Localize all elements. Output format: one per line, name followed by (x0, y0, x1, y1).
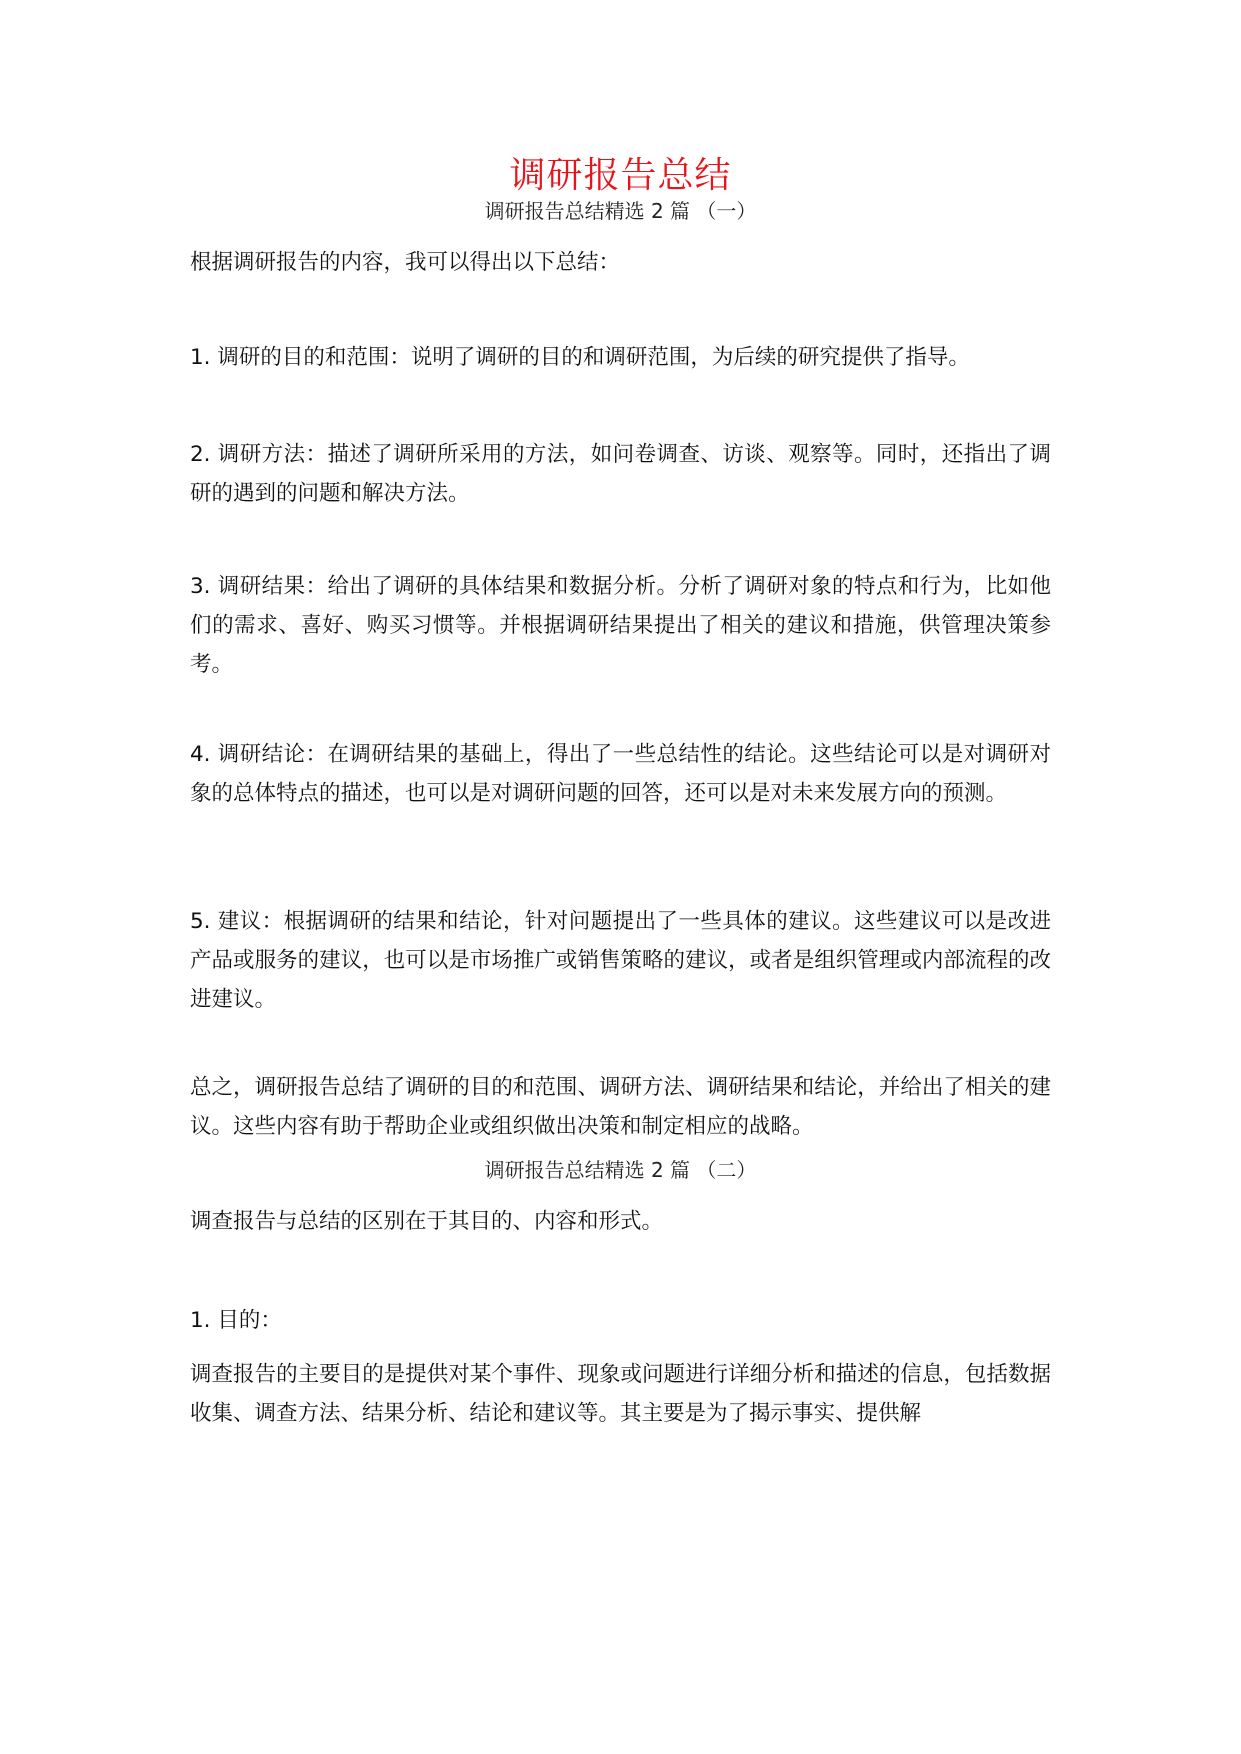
paragraph: 3. 调研结果：给出了调研的具体结果和数据分析。分析了调研对象的特点和行为，比如他们的需求、喜好、购买习惯等。并根据调研结果提出了相关的建议和措施，供管理决策参考。 (190, 574, 1051, 677)
section-heading-1: 调研报告总结精选 2 篇 （一） (484, 199, 757, 223)
paragraph: 1. 调研的目的和范围：说明了调研的目的和调研范围，为后续的研究提供了指导。 (190, 345, 970, 370)
document-title: 调研报告总结 (509, 155, 732, 196)
paragraph: 调查报告与总结的区别在于其目的、内容和形式。 (190, 1209, 664, 1234)
paragraph: 总之，调研报告总结了调研的目的和范围、调研方法、调研结果和结论，并给出了相关的建议。这些内容有助于帮助企业或组织做出决策和制定相应的战略。 (190, 1075, 1051, 1139)
paragraph: 4. 调研结论：在调研结果的基础上，得出了一些总结性的结论。这些结论可以是对调研对象的总体特点的描述，也可以是对调研问题的回答，还可以是对未来发展方向的预测。 (190, 742, 1051, 806)
paragraph: 调查报告的主要目的是提供对某个事件、现象或问题进行详细分析和描述的信息，包括数据收集、调查方法、结果分析、结论和建议等。其主要是为了揭示事实、提供解 (190, 1362, 1051, 1426)
paragraph: 1. 目的： (190, 1308, 282, 1333)
paragraph: 2. 调研方法：描述了调研所采用的方法，如问卷调查、访谈、观察等。同时，还指出了调研的遇到的问题和解决方法。 (190, 442, 1051, 506)
paragraph: 5. 建议：根据调研的结果和结论，针对问题提出了一些具体的建议。这些建议可以是改进产品或服务的建议，也可以是市场推广或销售策略的建议，或者是组织管理或内部流程的改进建议。 (190, 909, 1051, 1012)
section-heading-2: 调研报告总结精选 2 篇 （二） (484, 1158, 757, 1182)
paragraph: 根据调研报告的内容，我可以得出以下总结： (190, 250, 621, 275)
